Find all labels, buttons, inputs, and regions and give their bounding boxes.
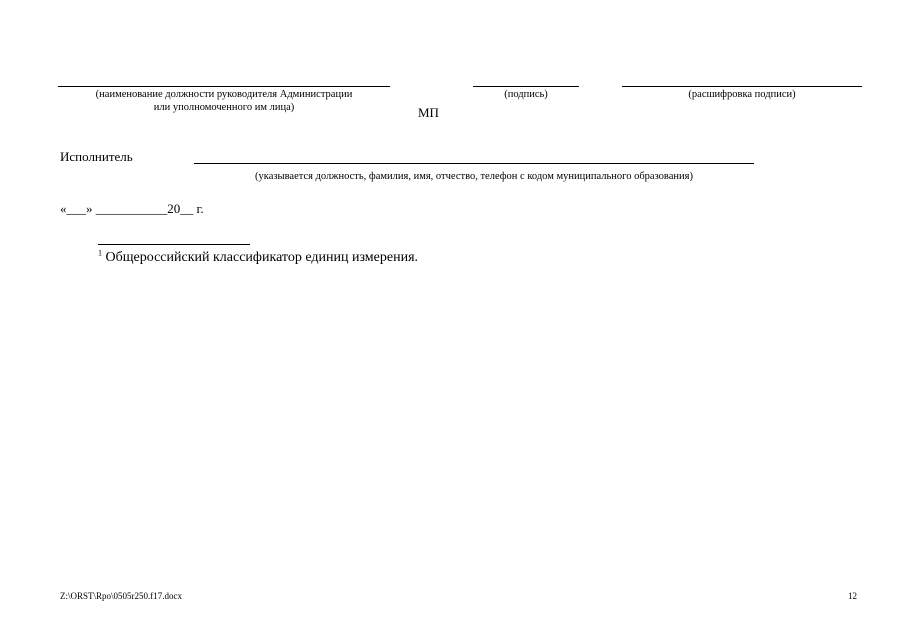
signature-line: [473, 86, 579, 87]
footnote-separator: [98, 244, 250, 245]
footnote-mark: 1: [98, 248, 102, 258]
footnote-text: Общероссийский классификатор единиц измерения.: [102, 250, 419, 265]
position-caption-line2: или уполномоченного им лица): [153, 102, 295, 113]
file-path: Z:\ORST\Rpo\0505r250.f17.docx: [60, 591, 182, 601]
footnote: [98, 249, 418, 266]
stamp-label: МП: [418, 105, 439, 120]
date-line: «___» ___________20__ г.: [60, 201, 204, 216]
executor-line: [194, 163, 754, 164]
signature-caption: (подпись): [504, 89, 548, 100]
position-caption-line1: (наименование должности руководителя Администрации: [95, 89, 353, 100]
page-number: 12: [848, 591, 857, 601]
position-line: [58, 86, 390, 87]
decoding-line: [622, 86, 862, 87]
executor-label: Исполнитель: [60, 149, 133, 164]
executor-caption: (указывается должность, фамилия, имя, отчество, телефон с кодом муниципального образования): [255, 171, 693, 182]
decoding-caption: (расшифровка подписи): [688, 89, 796, 100]
